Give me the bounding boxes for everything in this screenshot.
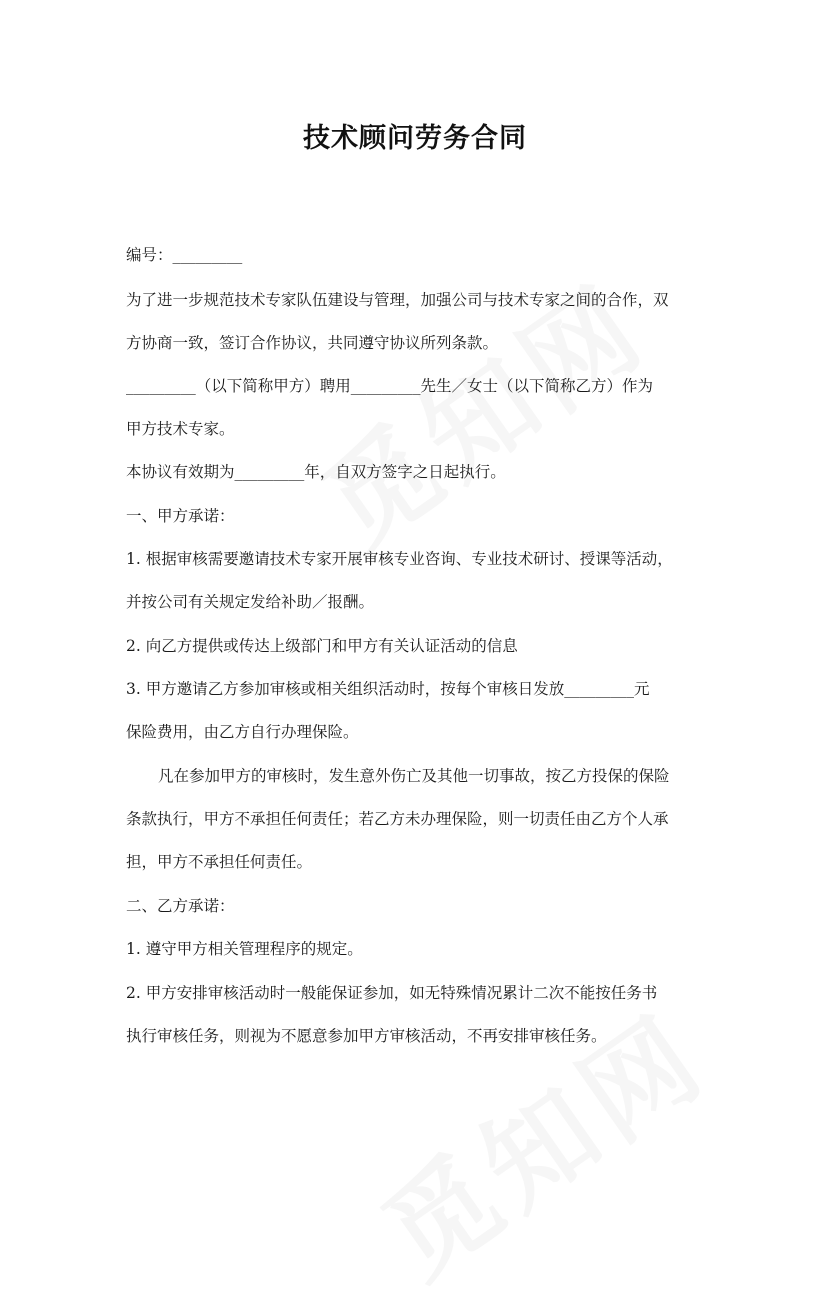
paragraph-line: 方协商一致，签订合作协议，共同遵守协议所列条款。 [126, 334, 499, 352]
paragraph-line: 条款执行，甲方不承担任何责任；若乙方未办理保险，则一切责任由乙方个人承 [126, 810, 669, 828]
contract-number: 编号：_________ [126, 246, 243, 264]
paragraph-line: _________（以下简称甲方）聘用_________先生／女士（以下简称乙方）作为 [126, 377, 654, 395]
paragraph-line: 2. 向乙方提供或传达上级部门和甲方有关认证活动的信息 [126, 637, 518, 655]
paragraph-line: 甲方技术专家。 [126, 420, 235, 438]
paragraph-line: 凡在参加甲方的审核时，发生意外伤亡及其他一切事故，按乙方投保的保险 [158, 767, 670, 785]
paragraph-line: 1. 遵守甲方相关管理程序的规定。 [126, 940, 363, 958]
paragraph-line: 并按公司有关规定发给补助／报酬。 [126, 593, 375, 611]
watermark-bottom [347, 971, 733, 1307]
paragraph-line: 本协议有效期为_________年，自双方签字之日起执行。 [126, 463, 506, 481]
paragraph-line: 1. 根据审核需要邀请技术专家开展审核专业咨询、专业技术研讨、授课等活动， [126, 550, 673, 568]
section-heading: 二、乙方承诺： [126, 897, 235, 915]
paragraph-line: 执行审核任务，则视为不愿意参加甲方审核活动，不再安排审核任务。 [126, 1027, 607, 1045]
paragraph-line: 保险费用，由乙方自行办理保险。 [126, 723, 359, 741]
document-title: 技术顾问劳务合同 [303, 123, 527, 154]
paragraph-line: 2. 甲方安排审核活动时一般能保证参加，如无特殊情况累计二次不能按任务书 [126, 984, 658, 1002]
paragraph-line: 担，甲方不承担任何责任。 [126, 853, 313, 871]
section-heading: 一、甲方承诺： [126, 507, 235, 525]
paragraph-line: 3. 甲方邀请乙方参加审核或相关组织活动时，按每个审核日发放_________元 [126, 680, 650, 698]
paragraph-line: 为了进一步规范技术专家队伍建设与管理，加强公司与技术专家之间的合作，双 [126, 291, 669, 309]
